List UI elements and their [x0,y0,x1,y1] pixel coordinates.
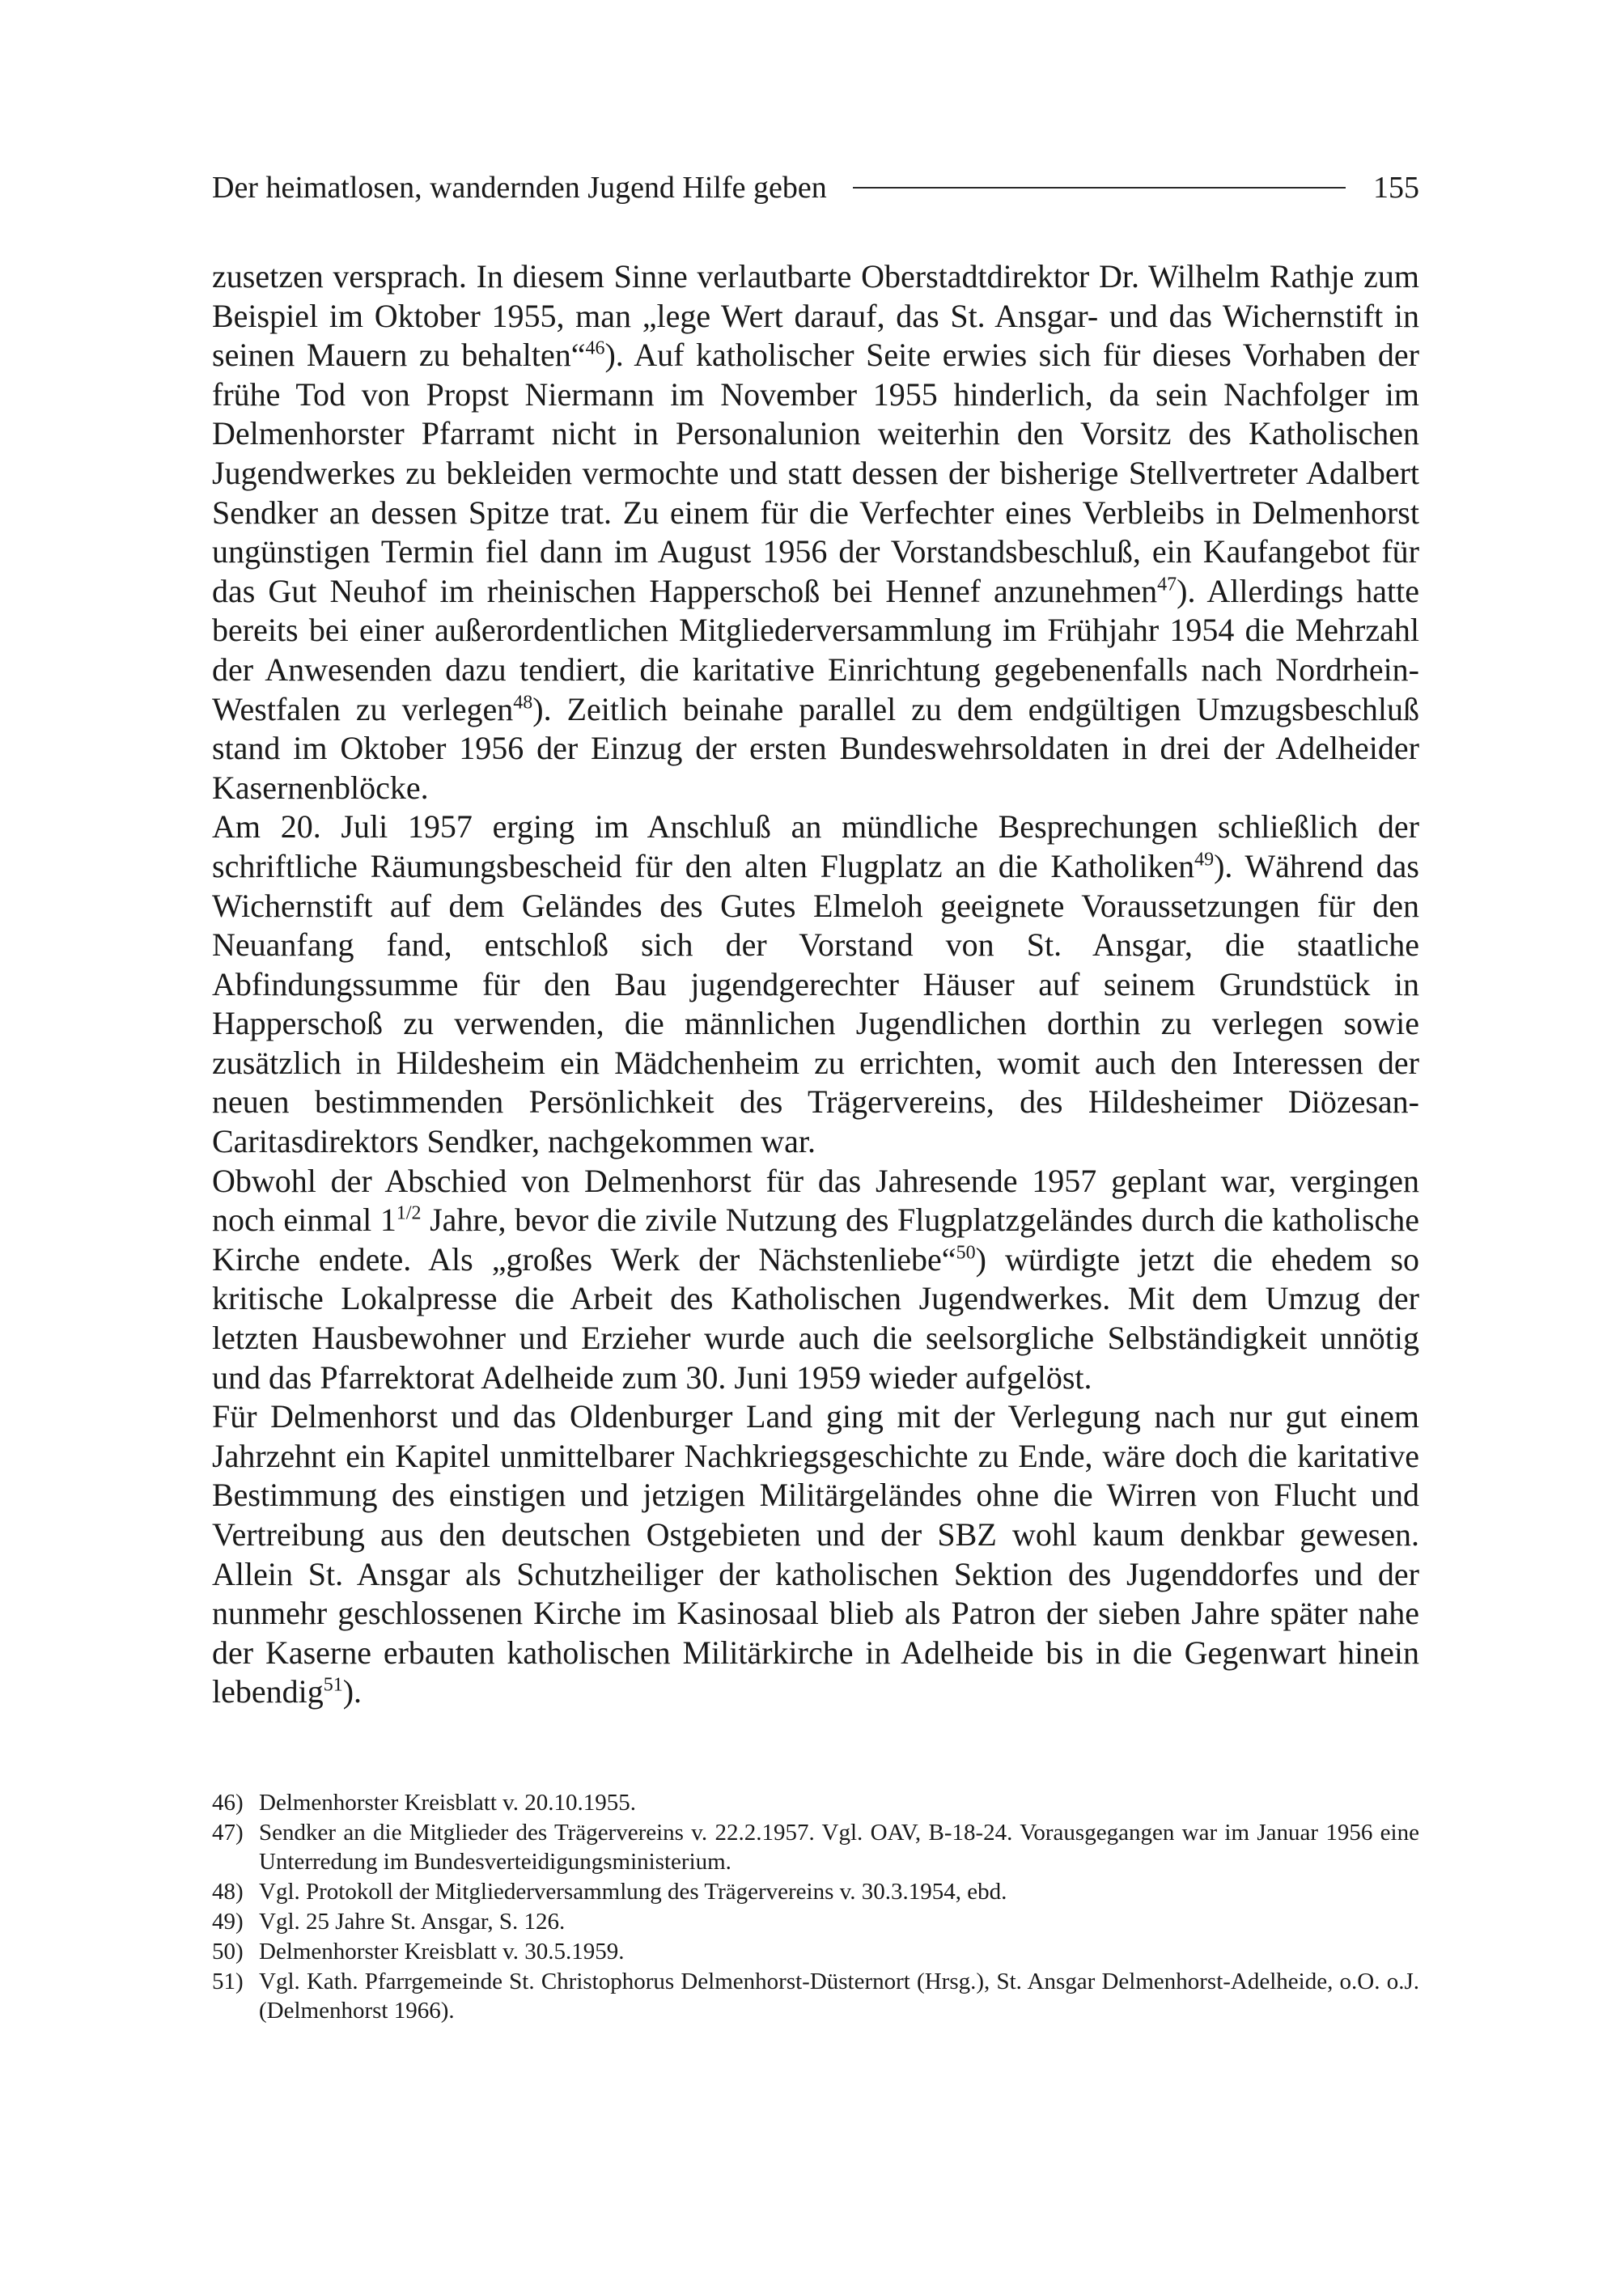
text-segment: Obwohl der Abschied von Delmenhorst für das Jahresende 1957 geplant war, vergingen noch einmal 1 [212,1162,1419,1239]
footnote [212,1907,1419,1936]
text-segment: Für Delmenhorst und das Oldenburger Land ging mit der Verlegung nach nur gut einem Jahrzehnt ein Kapitel unmittelbarer Nachkriegsgeschichte zu Ende, wäre doch die karitative Bestimmung des einstigen und jetzigen Militärgeländes ohne die Wirren von Flucht und Vertreibung aus den deutschen Ostgebieten und der SBZ wohl kaum denkbar gewesen. Allein St. Ansgar als Schutzheiliger der katholischen Sektion des Jugenddorfes und der nunmehr geschlossenen Kirche im Kasinosaal blieb als Patron der sieben Jahre später nahe der Kaserne erbauten katholischen Militärkirche in Adelheide bis in die Gegenwart hinein lebendig [212,1398,1419,1710]
text-segment: Am 20. Juli 1957 erging im Anschluß an mündliche Besprechungen schließlich der schriftliche Räumungsbescheid für den alten Flugplatz an die Katholiken [212,808,1419,884]
footnote-ref: 47 [1157,574,1177,596]
footnote [212,1937,1419,1966]
footnote-ref: 51 [323,1675,343,1697]
footnote-number: 47) [212,1820,244,1846]
footnote-number: 48) [212,1879,244,1905]
footnote-ref: 46 [585,337,605,359]
footnote-ref: 50 [956,1242,976,1264]
footnote-ref: 49 [1194,849,1215,871]
footnote-text: Vgl. Protokoll der Mitgliederversammlung des Trägervereins v. 30.3.1954, ebd. [259,1879,1007,1905]
footnote-text: Vgl. Kath. Pfarrgemeinde St. Christophorus Delmenhorst-Düsternort (Hrsg.), St. Ansgar Delmenhorst-Adelheide, o.O. o.J. (Delmenhorst 1966). [259,1969,1419,2024]
paragraph-1 [212,257,1419,807]
text-segment: ). Auf katholischer Seite erwies sich für dieses Vorhaben der frühe Tod von Propst Niermann im November 1955 hinderlich, da sein Nachfolger im Delmenhorster Pfarramt nicht in Personalunion weiterhin den Vorsitz des Katholischen Jugendwerkes zu bekleiden vermochte und statt dessen der bisherige Stellvertreter Adalbert Sendker an dessen Spitze trat. Zu einem für die Verfechter eines Verbleibs in Delmenhorst ungünstigen Termin fiel dann im August 1956 der Vorstandsbeschluß, ein Kaufangebot für das Gut Neuhof im rheinischen Happerschoß bei Hennef anzunehmen [212,337,1419,609]
footnote-ref: 48 [513,692,533,714]
footnote-text: Vgl. 25 Jahre St. Ansgar, S. 126. [259,1909,566,1935]
paragraph-3 [212,1162,1419,1398]
paragraph-2 [212,807,1419,1161]
fraction: 1/2 [396,1202,422,1224]
footnote-text: Delmenhorster Kreisblatt v. 20.10.1955. [259,1790,637,1816]
text-segment: ). [342,1673,363,1710]
footnotes [212,1788,1419,2026]
text-segment: ). Zeitlich beinahe parallel zu dem endgültigen Umzugsbeschluß stand im Oktober 1956 der Einzug der ersten Bundeswehrsoldaten in drei der Adelheider Kasernenblöcke. [212,690,1419,806]
main-text [212,257,1419,1712]
footnote [212,1967,1419,2025]
footnote-number: 50) [212,1939,244,1965]
paragraph-4 [212,1397,1419,1712]
footnote-number: 46) [212,1790,244,1816]
text-segment: zusetzen versprach. In diesem Sinne verlautbarte Oberstadtdirektor Dr. Wilhelm Rathje zum Beispiel im Oktober 1955, man „lege Wert darauf, das St. Ansgar- und das Wichernstift in seinen Mauern zu behalten“ [212,258,1419,374]
footnote-text: Delmenhorster Kreisblatt v. 30.5.1959. [259,1939,625,1965]
text-segment: ). Allerdings hatte bereits bei einer außerordentlichen Mitgliederversammlung im Frühjahr 1954 die Mehrzahl der Anwesenden dazu tendiert, die karitative Einrichtung gegebenenfalls nach Nordrhein-Westfalen zu verlegen [212,572,1419,727]
text-segment: ) würdigte jetzt die ehedem so kritische Lokalpresse die Arbeit des Katholischen Jugendwerkes. Mit dem Umzug der letzten Hausbewohner und Erzieher wurde auch die seelsorgliche Selbständigkeit unnötig und das Pfarrektorat Adelheide zum 30. Juni 1959 wieder aufgelöst. [212,1240,1420,1396]
footnote [212,1818,1419,1876]
running-head [212,159,1419,217]
page-number: 155 [1373,171,1419,205]
footnote-number: 51) [212,1969,244,1994]
header-rule [853,187,1346,189]
footnote [212,1877,1419,1906]
footnote [212,1788,1419,1817]
footnote-number: 49) [212,1909,244,1935]
footnote-text: Sendker an die Mitglieder des Trägervereins v. 22.2.1957. Vgl. OAV, B-18-24. Vorausgegangen war im Januar 1956 eine Unterredung im Bundesverteidigungsministerium. [259,1820,1419,1875]
running-title: Der heimatlosen, wandernden Jugend Hilfe geben [212,171,827,205]
text-segment: Jahre, bevor die zivile Nutzung des Flugplatzgeländes durch die katholische Kirche endete. Als „großes Werk der Nächstenliebe“ [212,1202,1419,1278]
text-segment: ). Während das Wichernstift auf dem Geländes des Gutes Elmeloh geeignete Voraussetzungen für den Neuanfang fand, entschloß sich der Vorstand von St. Ansgar, die staatliche Abfindungssumme für den Bau jugendgerechter Häuser auf seinem Grundstück in Happerschoß zu verwenden, die männlichen Jugendlichen dorthin zu verlegen sowie zusätzlich in Hildesheim ein Mädchenheim zu errichten, womit auch den Interessen der neuen bestimmenden Persönlichkeit des Trägervereins, des Hildesheimer Diözesan-Caritasdirektors Sendker, nachgekommen war. [212,847,1419,1160]
